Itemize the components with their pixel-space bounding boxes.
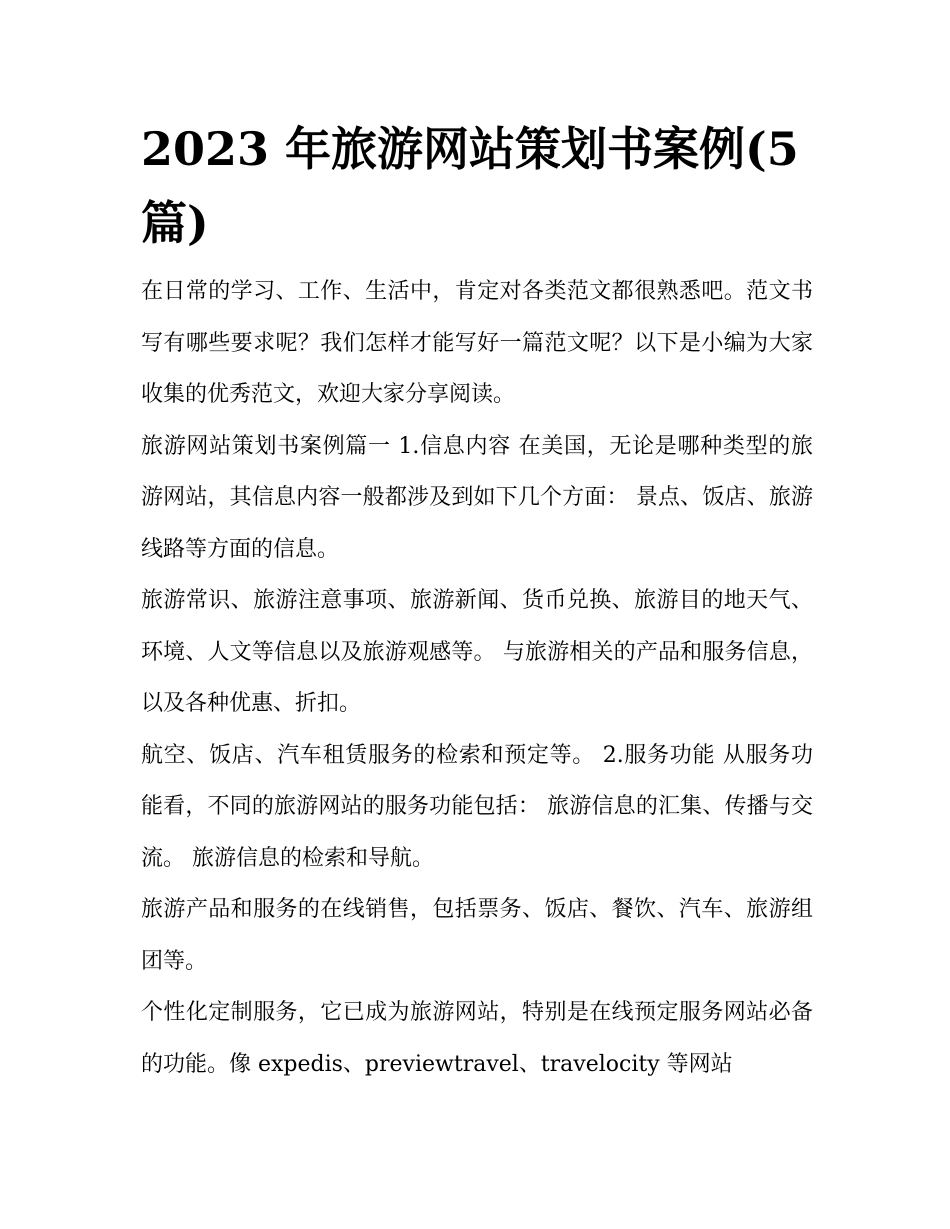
paragraph-online-sales: 旅游产品和服务的在线销售，包括票务、饭店、餐饮、汽车、旅游组团等。	[141, 897, 813, 974]
paragraph-personalized-service: 个性化定制服务，它已成为旅游网站，特别是在线预定服务网站必备的功能。像 expedis、previewtravel、travelocity 等网站	[141, 1000, 813, 1077]
paragraph-travel-knowledge: 旅游常识、旅游注意事项、旅游新闻、货币兑换、旅游目的地天气、环境、人文等信息以及旅游观感等。 与旅游相关的产品和服务信息，以及各种优惠、折扣。	[141, 588, 813, 716]
paragraph-info-content: 旅游网站策划书案例篇一 1.信息内容 在美国，无论是哪种类型的旅游网站，其信息内容一般都涉及到如下几个方面： 景点、饭店、旅游线路等方面的信息。	[141, 433, 813, 562]
paragraph-intro: 在日常的学习、工作、生活中，肯定对各类范文都很熟悉吧。范文书写有哪些要求呢？我们怎样才能写好一篇范文呢？以下是小编为大家收集的优秀范文，欢迎大家分享阅读。	[141, 279, 813, 407]
document-page	[141, 112, 813, 1090]
title-line-1: 2023 年旅游网站策划书案例(5	[141, 122, 799, 176]
paragraph-service-function: 航空、饭店、汽车租赁服务的检索和预定等。 2.服务功能 从服务功能看，不同的旅游网站的服务功能包括： 旅游信息的汇集、传播与交流。 旅游信息的检索和导航。	[141, 742, 813, 871]
document-body	[141, 266, 813, 1090]
document-title	[141, 112, 813, 260]
title-line-2: 篇)	[141, 196, 209, 250]
